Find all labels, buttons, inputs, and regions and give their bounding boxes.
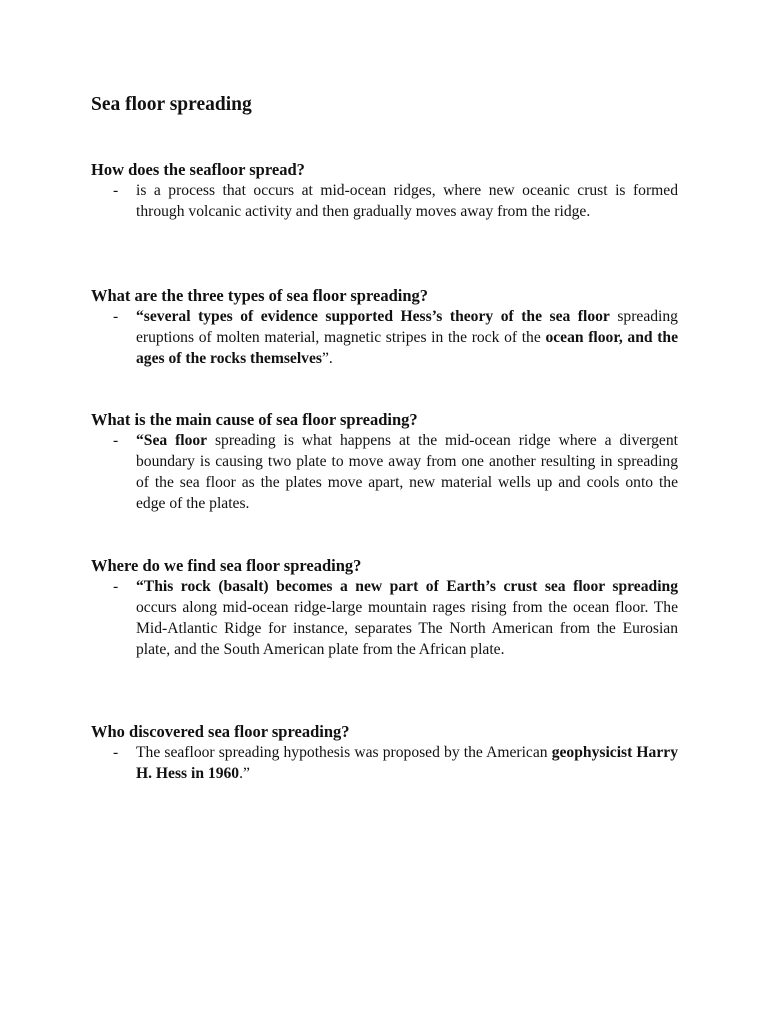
answer-text: is a process that occurs at mid-ocean ridges, where new oceanic crust is formed through volcanic activity and then gradually moves away from the ridge. [136, 182, 678, 220]
quoted-bold-text: geophysicist Harry H. Hess in 1960 [136, 744, 678, 782]
answer-plain-text: occurs along mid-ocean ridge-large mountain rages rising from the ocean floor. The Mid-Atlantic Ridge for instance, separates The North American from the Eurosian plate, and the South American plate from the African plate. [136, 599, 678, 658]
answer-paragraph [91, 180, 678, 222]
quote-end: .” [239, 765, 250, 782]
quoted-bold-text: “Sea floor [136, 432, 208, 449]
answer-paragraph [91, 742, 678, 784]
bullet-dash: - [113, 744, 119, 761]
quoted-bold-text: “This rock (basalt) becomes a new part of Earth’s crust sea floor spreading [136, 578, 678, 595]
quote-end: ”. [321, 350, 333, 367]
answer-paragraph [91, 306, 678, 369]
answer-paragraph [91, 576, 678, 660]
quoted-bold-text: “several types of evidence supported Hess’s theory of the sea floor [136, 308, 610, 325]
answer-plain-text: The seafloor spreading hypothesis was proposed by the American [136, 744, 552, 761]
answer-plain-text: spreading is what happens at the mid-ocean ridge where a divergent boundary is causing two plate to move away from one another resulting in spreading of the sea floor as the plates move apart, new material wells up and cools onto the edge of the plates. [136, 432, 678, 512]
page-title: Sea floor spreading [91, 94, 252, 115]
section-three-types [91, 285, 678, 369]
section-who-discovered [91, 721, 678, 784]
bullet-dash: - [113, 432, 119, 449]
section-main-cause [91, 409, 678, 514]
answer-paragraph [91, 430, 678, 514]
bullet-dash: - [113, 578, 119, 595]
question-heading: What are the three types of sea floor spreading? [91, 286, 429, 305]
question-heading: Where do we find sea floor spreading? [91, 556, 362, 575]
answer-text [136, 576, 678, 660]
answer-text [136, 430, 678, 514]
question-heading: Who discovered sea floor spreading? [91, 722, 350, 741]
section-where-found [91, 555, 678, 660]
section-how-does-seafloor-spread [91, 159, 678, 222]
question-heading: What is the main cause of sea floor spreading? [91, 410, 418, 429]
answer-text [136, 306, 678, 369]
bullet-dash: - [113, 308, 119, 325]
question-heading: How does the seafloor spread? [91, 160, 305, 179]
bullet-dash: - [113, 182, 119, 199]
quoted-bold-text: ocean floor, and the ages of the rocks themselves [136, 329, 678, 367]
answer-plain-text: spreading eruptions of molten material, magnetic stripes in the rock of the [136, 308, 678, 346]
answer-text [136, 742, 678, 784]
